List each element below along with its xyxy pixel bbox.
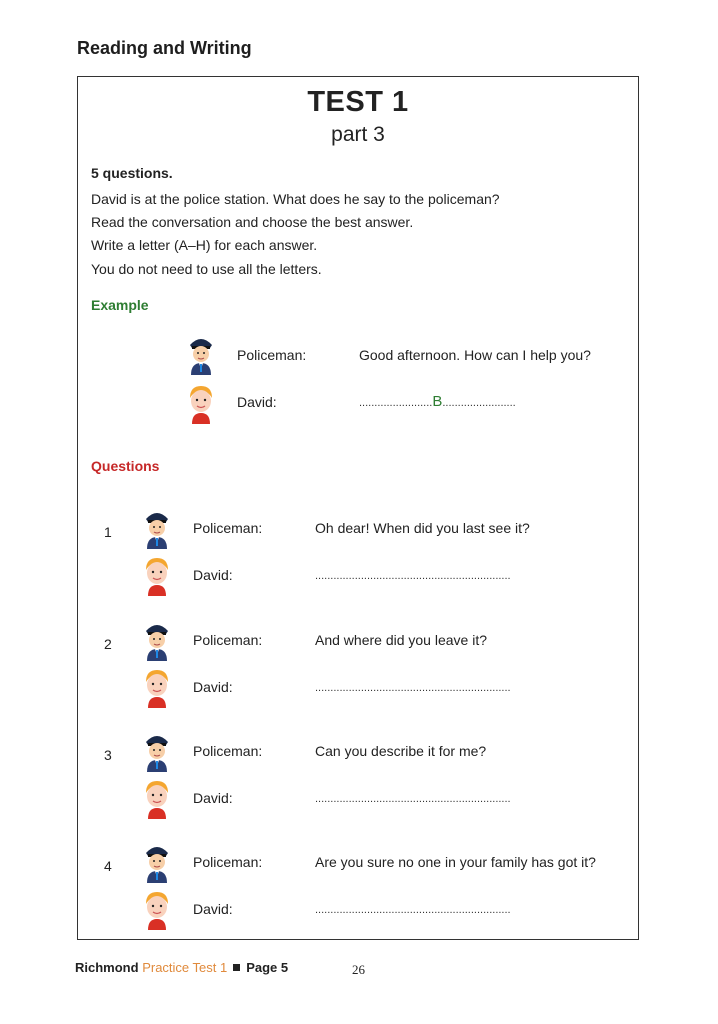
instruction-line-4: You do not need to use all the letters.: [91, 261, 322, 277]
boy-icon: [186, 382, 216, 424]
example-answer-letter: B: [432, 393, 443, 410]
policeman-icon: [142, 621, 172, 661]
instruction-line-1: David is at the police station. What does he say to the policeman?: [91, 191, 500, 207]
answer-blank[interactable]: ................................................................: [315, 793, 511, 805]
example-speaker-david: David:: [237, 394, 277, 410]
question-policeman-line: Can you describe it for me?: [315, 743, 487, 759]
boy-icon: [142, 666, 172, 708]
footer-square-icon: [233, 964, 240, 971]
policeman-icon: [142, 843, 172, 883]
instruction-line-3: Write a letter (A–H) for each answer.: [91, 237, 318, 253]
policeman-icon: [142, 509, 172, 549]
question-speaker-policeman: Policeman:: [193, 632, 263, 648]
policeman-icon: [142, 732, 172, 772]
question-policeman-line: And where did you leave it?: [315, 632, 487, 648]
question-speaker-david: David:: [193, 790, 233, 806]
question-speaker-policeman: Policeman:: [193, 520, 263, 536]
example-label: Example: [91, 297, 149, 313]
example-answer-dots-before: ........................: [359, 397, 433, 409]
answer-blank[interactable]: ................................................................: [315, 682, 511, 694]
policeman-icon: [186, 335, 216, 375]
questions-label: Questions: [91, 458, 160, 474]
boy-icon: [142, 777, 172, 819]
question-number: 3: [104, 747, 112, 763]
boy-icon: [142, 554, 172, 596]
question-number: 4: [104, 858, 112, 874]
test-part: part 3: [331, 123, 385, 146]
question-speaker-policeman: Policeman:: [193, 854, 263, 870]
instruction-line-2: Read the conversation and choose the best answer.: [91, 214, 414, 230]
footer-brand: [75, 960, 288, 975]
example-answer: [359, 393, 516, 411]
example-policeman-line: Good afternoon. How can I help you?: [359, 347, 591, 363]
question-policeman-line: Oh dear! When did you last see it?: [315, 520, 530, 536]
boy-icon: [142, 888, 172, 930]
footer-publisher: Richmond: [75, 960, 139, 975]
test-title: TEST 1: [307, 86, 409, 118]
example-speaker-policeman: Policeman:: [237, 347, 307, 363]
question-number: 2: [104, 636, 112, 652]
question-speaker-david: David:: [193, 901, 233, 917]
answer-blank[interactable]: ................................................................: [315, 570, 511, 582]
question-speaker-david: David:: [193, 567, 233, 583]
question-speaker-david: David:: [193, 679, 233, 695]
page-number: 26: [352, 962, 365, 977]
example-answer-dots-after: ........................: [442, 397, 516, 409]
question-policeman-line: Are you sure no one in your family has got it?: [315, 854, 596, 870]
question-number: 1: [104, 524, 112, 540]
footer-series: Practice Test 1: [142, 960, 228, 975]
footer-page: Page 5: [246, 960, 289, 975]
question-speaker-policeman: Policeman:: [193, 743, 263, 759]
question-count: 5 questions.: [91, 165, 173, 181]
section-title: Reading and Writing: [77, 38, 252, 58]
answer-blank[interactable]: ................................................................: [315, 904, 511, 916]
